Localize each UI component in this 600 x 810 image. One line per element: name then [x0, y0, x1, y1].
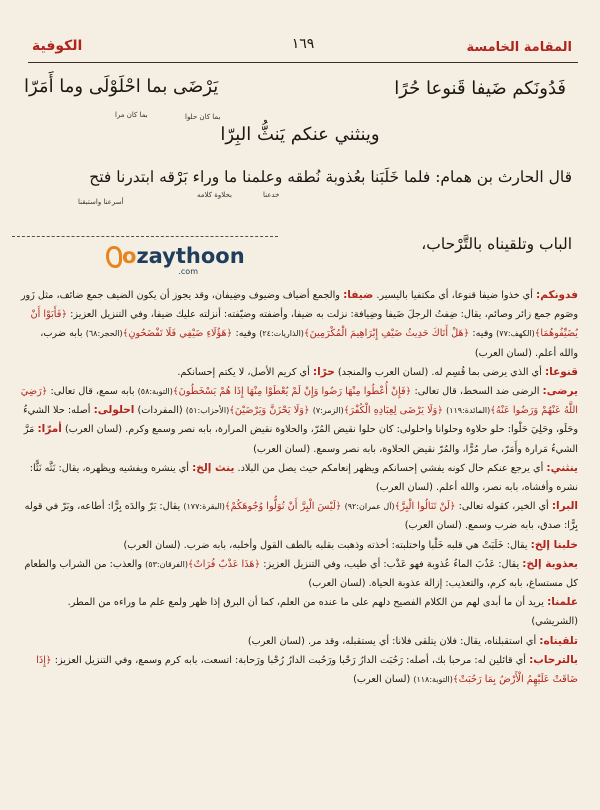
citation: (الكهف:٧٧) [496, 329, 535, 339]
note-term: حرًا: [312, 365, 335, 378]
quran-quote: ﴿فَإِنْ أُعْطُوا مِنْهَا رَضُوا وَإِنْ لَمْ يُعْطَوْا مِنْهَا إِذَا هُمْ يَسْخَطُونَ﴾ [172, 386, 412, 398]
citation: (الأحزاب:٥١) [185, 406, 230, 416]
note-text: أي الذي يرضى بما قُسِم له. (لسان العرب والمنجد) [337, 366, 542, 378]
note [20, 651, 578, 689]
note [20, 536, 578, 555]
note-text: الرضى ضد السخط، قال تعالى: [414, 386, 540, 398]
note [20, 382, 578, 459]
citation: (الحجر:٦٨) [85, 329, 123, 339]
verse-gloss: بما كان مرا [115, 111, 148, 119]
note-text: وفيه: [472, 328, 494, 340]
note-text: أي قائلين له: مرحبا بك، أصله: رَحُبَت الدارُ رَحْبا ورَحُبت الدارُ رُحْبا ورَحابة: اتسعت، بابه كرم وسمع، وفي التنزيل العزيز: [54, 654, 526, 666]
note [20, 593, 578, 631]
verse-line-1-right: فَدُونَكم ضَيفا قَنوعا حُرًا [394, 78, 566, 99]
note-term: بالترحاب: [529, 653, 578, 666]
note-term: ينثني: [546, 461, 578, 474]
note-text: يقال: عَذُبَ الماءُ عُذوبة فهو عَذْب: أي طيب، وفي التنزيل العزيز: [263, 558, 520, 570]
note-text: يقال: خَلَبَتْ هي قلبه خَلْبا واختلبته: أخذته وذهبت بقلبه بالطف القول وأخلبه، بابه ضرب. (لسان العرب) [123, 539, 528, 551]
note-text: (لسان العرب) [353, 674, 411, 686]
note-term: تلقيناه: [539, 634, 578, 647]
note-term: قنوعا: [544, 365, 578, 378]
page-header [28, 30, 578, 63]
note [20, 363, 578, 382]
note-text: أي خذوا ضيفا قنوعا، أي مكتفيا باليسير. [376, 290, 533, 301]
prose-gloss: أسرعنا واستبقنا [78, 198, 124, 206]
prose-line-1: قال الحارث بن همام: فلما خَلَبَنا بعُذوبة نُطقه وعلمنا ما وراء بَرْقه ابتدرنا فتح [89, 168, 572, 186]
verse-line-1-left: يَرْضَى بما احْلَوْلَى وما أَمَرّا [24, 76, 219, 97]
note-text: (المفردات) [137, 405, 183, 417]
note-text: بابه سمع، قال تعالى: [50, 386, 135, 398]
note-text: أي استقبلناه، يقال: فلان يتلقى فلانا: أي يستقبله، وقد مر. (لسان العرب) [247, 635, 537, 647]
prose-gloss: بحلاوة كلامه [197, 191, 232, 199]
quran-quote: ﴿لَنْ تَنَالُوا الْبِرَّ﴾ [394, 501, 456, 513]
citation: (آل عمران:٩٢) [344, 502, 395, 512]
note-text: وفيه: [235, 328, 257, 340]
note [20, 632, 578, 651]
quran-quote: ﴿وَلَا يَرْضَى لِعِبَادِهِ الْكُفْرَ﴾ [343, 405, 443, 417]
quran-quote: ﴿رَضِيَ اللَّهُ عَنْهُمْ وَرَضُوا عَنْهُ﴾ [20, 386, 578, 417]
citation: (الذاريات:٢٤) [259, 329, 304, 339]
footnotes [20, 286, 578, 798]
note [20, 555, 578, 593]
note-text: يقال: بَرّ والدَه بِرًّا: أطاعه، وبَرّ في قوله بِرًّا: صدق، بابه ضرب وسمع. (لسان العرب) [24, 501, 578, 532]
note-text: والجمع أضياف وضيوف وضِيفان، وقد يجوز أن يكون الضيف جمع ضائف، مثل زَور وصَوم جمع زائر وصائم، يقال: ضِفتُ الرجلَ ضَيفا وضِيافة: نزلت به ضيفا، وأضفته وضيّفته: أنزلته عليك ضيفا، وفي التنزيل العزيز: [20, 290, 578, 321]
logo-icon [106, 246, 122, 268]
note-term: خلبنا إلخ: [530, 538, 578, 551]
note [20, 497, 578, 535]
footnote-divider [12, 236, 278, 237]
citation: (المائدة:١١٩) [446, 406, 491, 416]
watermark-logo: ozaythoon .com [122, 244, 202, 278]
page-number: ١٦٩ [291, 36, 315, 52]
citation: (التوبة:٥٨) [137, 387, 173, 397]
citation: (الزمر:٧) [312, 406, 344, 416]
quran-quote: ﴿هَذَا عَذْبٌ فُرَاتٌ﴾ [187, 558, 261, 570]
quran-quote: ﴿فَأَبَوْا أَنْ يُضَيِّفُوهُمَا﴾ [30, 309, 578, 340]
note-text: أي ينشره ويفشيه ويظهره، يقال: نَثَّه نَثًّا: نشره وأفشاه، بابه نصر، والله أعلم. (لسان العرب) [29, 462, 578, 494]
quran-quote: ﴿هَلْ أَتَاكَ حَدِيثُ ضَيْفِ إِبْرَاهِيمَ الْمُكْرَمِينَ﴾ [303, 328, 470, 340]
prose-line-2: الباب وتلقيناه بالتَّرْحاب، [421, 235, 572, 253]
chapter-title: الكوفية [32, 38, 83, 54]
note-text: يريد أن ما أبدى لهم من الكلام الفصيح دلهم على ما عنده من العلم، كما أن البرق إذا ظهر ولمع علم ما وراءه من المطر. (الشريشي) [67, 597, 578, 628]
note-text: أي يرجع عنكم حال كونه يفشي إحسانكم ويظهر إنعامكم حيث يصل من البلاد. [237, 462, 544, 474]
quran-quote: ﴿هَؤُلَاءِ ضَيْفِي فَلَا تَفْضَحُونِ﴾ [122, 328, 233, 340]
note-text: أصله: حلا الشيءُ وحَلَو، وحَلِيَ حَلْوا: حلو حلاوة وحلوانا واحلولى: كان حلوا نقيض المُرّ، والحلاوة نقيض المرارة، بابه نصر وسمع وكرم. (لسان العرب) [23, 405, 578, 436]
note-text: مَرَّ الشيءُ مَرارة وأَمَرّ، صار مُرًّا، والمُرّ نقيض الحلاوة، بابه نصر وسمع. (لسان العرب) [23, 424, 578, 455]
verse-gloss: بما كان حلوا [185, 113, 221, 121]
quran-quote: ﴿إِذَا ضَاقَتْ عَلَيْهِمُ الْأَرْضُ بِمَا رَحُبَتْ﴾ [36, 654, 578, 686]
note-term: علمنا: [547, 596, 578, 609]
section-title: المقامة الخامسة [466, 40, 572, 55]
note-text: والعذب: من الشراب والطعام كل مستساغ، بابه كرم، والتعذيب: إزالة عذوبة الحياة. (لسان العرب) [24, 558, 578, 590]
note-term: أمرّا: [37, 423, 62, 436]
note-text: أي الخير، كقوله تعالى: [458, 501, 549, 513]
note-term: احلولى: [93, 404, 135, 417]
prose-gloss: خدعنا [263, 191, 280, 199]
note-term: ضيفا: [343, 289, 374, 301]
note [20, 286, 578, 363]
note [20, 459, 578, 497]
citation: (البقرة:١٧٧) [183, 502, 225, 512]
citation: (التوبة:١١٨) [413, 675, 453, 685]
note-term: البرا: [551, 500, 578, 513]
quran-quote: ﴿وَلَا يَحْزَنَّ وَيَرْضَيْنَ﴾ [229, 405, 310, 417]
note-term: فدونكم: [536, 289, 578, 301]
note-term: بعذوبة إلخ: [522, 557, 578, 570]
note-term: يرضى: [542, 385, 578, 398]
citation: (الفرقان:٥٣) [145, 559, 188, 569]
note-term: ينث إلخ: [192, 461, 235, 474]
quran-quote: ﴿لَيْسَ الْبِرَّ أَنْ تُوَلُّوا وُجُوهَكُمْ﴾ [224, 501, 342, 513]
note-text: أي كريم الأصل، لا يكتم إحسانكم. [177, 366, 310, 378]
note-text: بابه ضرب، والله أعلم. (لسان العرب) [40, 328, 578, 359]
verse-line-2: وينثني عنكم يَنثُّ البِرّا [220, 124, 380, 145]
